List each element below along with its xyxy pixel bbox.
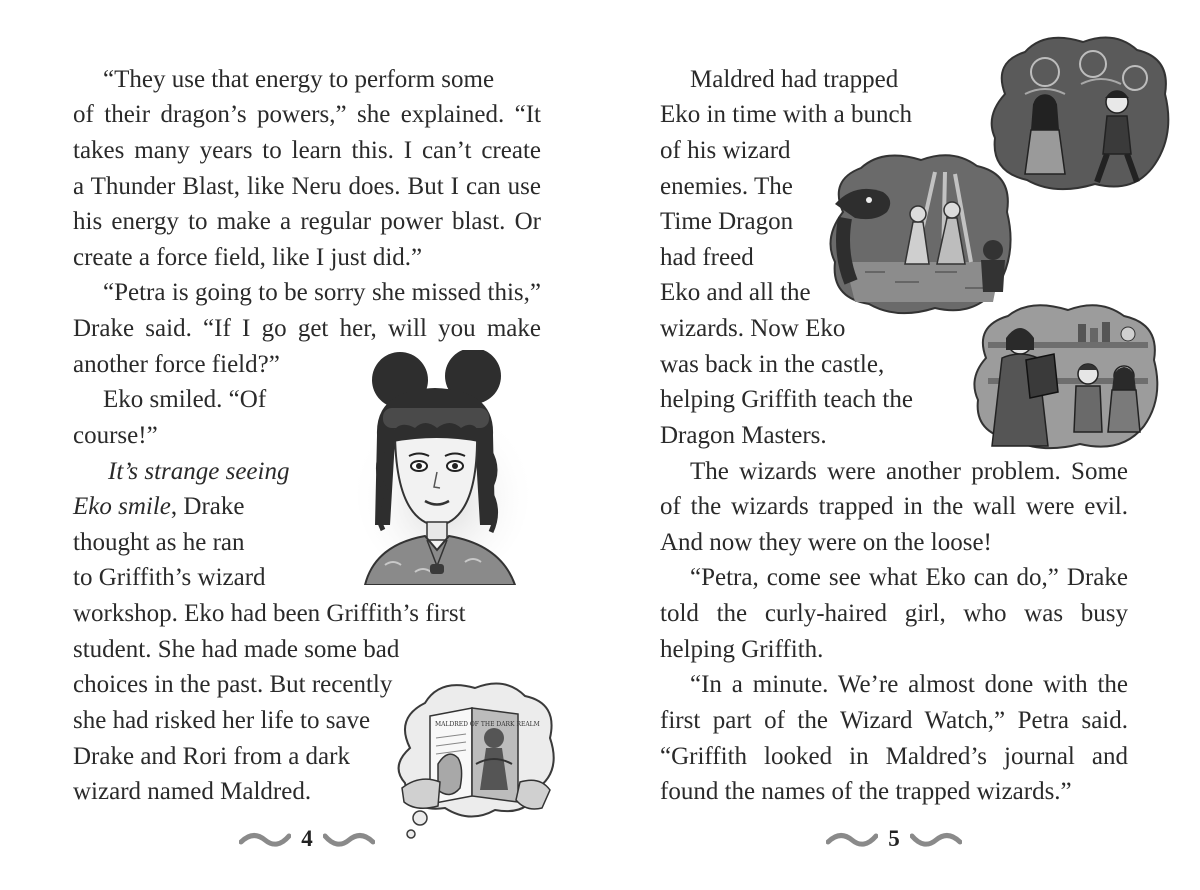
book-title-text: MALDRED OF THE DARK REALM <box>435 721 540 728</box>
text-line: was back in the castle, <box>660 351 885 378</box>
text-line: create a force field, like I just did.” <box>73 244 423 271</box>
italic-thought: It’s strange seeing <box>108 458 290 485</box>
page-number-folio <box>814 822 974 858</box>
text-line: of his wizard <box>660 137 791 164</box>
text-line: And now they were on the loose! <box>660 529 992 556</box>
text-line: of the wizards trapped in the wall were evil. <box>660 493 1128 520</box>
text-line: his energy to make a regular power blast. Or <box>73 208 541 235</box>
text-fragment: , Drake <box>170 493 245 520</box>
text-line: The wizards were another problem. Some <box>690 458 1128 485</box>
text-line: workshop. Eko had been Griffith’s first <box>73 600 466 627</box>
text-line: helping Griffith teach the <box>660 386 913 413</box>
text-line: “In a minute. We’re almost done with the <box>690 671 1128 698</box>
text-line: first part of the Wizard Watch,” Petra said. <box>660 707 1128 734</box>
text-line: had freed <box>660 244 754 271</box>
right-page <box>600 0 1200 890</box>
text-line: enemies. The <box>660 173 793 200</box>
text-line: takes many years to learn this. I can’t create <box>73 137 541 164</box>
text-line: a Thunder Blast, like Neru does. But I can use <box>73 173 541 200</box>
text-line: another force field?” <box>73 351 280 378</box>
text-line <box>108 454 289 490</box>
text-line: Eko in time with a bunch <box>660 101 913 128</box>
text-line: thought as he ran <box>73 529 245 556</box>
text-line: “Petra is going to be sorry she missed this,” <box>103 279 541 306</box>
page-number-folio <box>227 822 387 858</box>
text-line: to Griffith’s wizard <box>73 564 266 591</box>
swirl-ornament-right-icon <box>323 828 375 850</box>
text-line: wizards. Now Eko <box>660 315 846 342</box>
journal-thought-bubble <box>390 678 560 843</box>
page-number: 5 <box>888 826 900 851</box>
text-line: “They use that energy to perform some <box>103 66 495 93</box>
time-dragon-illustration <box>825 152 1015 320</box>
text-line: Drake said. “If I go get her, will you make <box>73 315 541 342</box>
text-line: Time Dragon <box>660 208 794 235</box>
text-line: helping Griffith. <box>660 636 824 663</box>
text-line: wizard named Maldred. <box>73 778 312 805</box>
text-line: course!” <box>73 422 158 449</box>
italic-thought: Eko smile <box>73 493 171 520</box>
page-number: 4 <box>301 826 313 851</box>
eko-with-book-illustration <box>968 302 1164 450</box>
text-line: told the curly-haired girl, who was busy <box>660 600 1128 627</box>
text-line: Drake and Rori from a dark <box>73 743 350 770</box>
text-line: of their dragon’s powers,” she explained. “It <box>73 101 541 128</box>
text-line: Eko smiled. “Of <box>103 386 267 413</box>
text-line: Maldred had trapped <box>690 66 899 93</box>
text-line: “Petra, come see what Eko can do,” Drake <box>690 564 1128 591</box>
text-line: choices in the past. But recently <box>73 671 393 698</box>
text-line: she had risked her life to save <box>73 707 371 734</box>
text-line: Dragon Masters. <box>660 422 827 449</box>
text-line: “Griffith looked in Maldred’s journal and <box>660 743 1128 770</box>
text-line: student. She had made some bad <box>73 636 400 663</box>
eko-portrait-illustration <box>355 350 530 585</box>
text-line <box>73 489 244 525</box>
swirl-ornament-right-icon <box>910 828 962 850</box>
text-line: Eko and all the <box>660 279 811 306</box>
text-line: found the names of the trapped wizards.” <box>660 778 1072 805</box>
